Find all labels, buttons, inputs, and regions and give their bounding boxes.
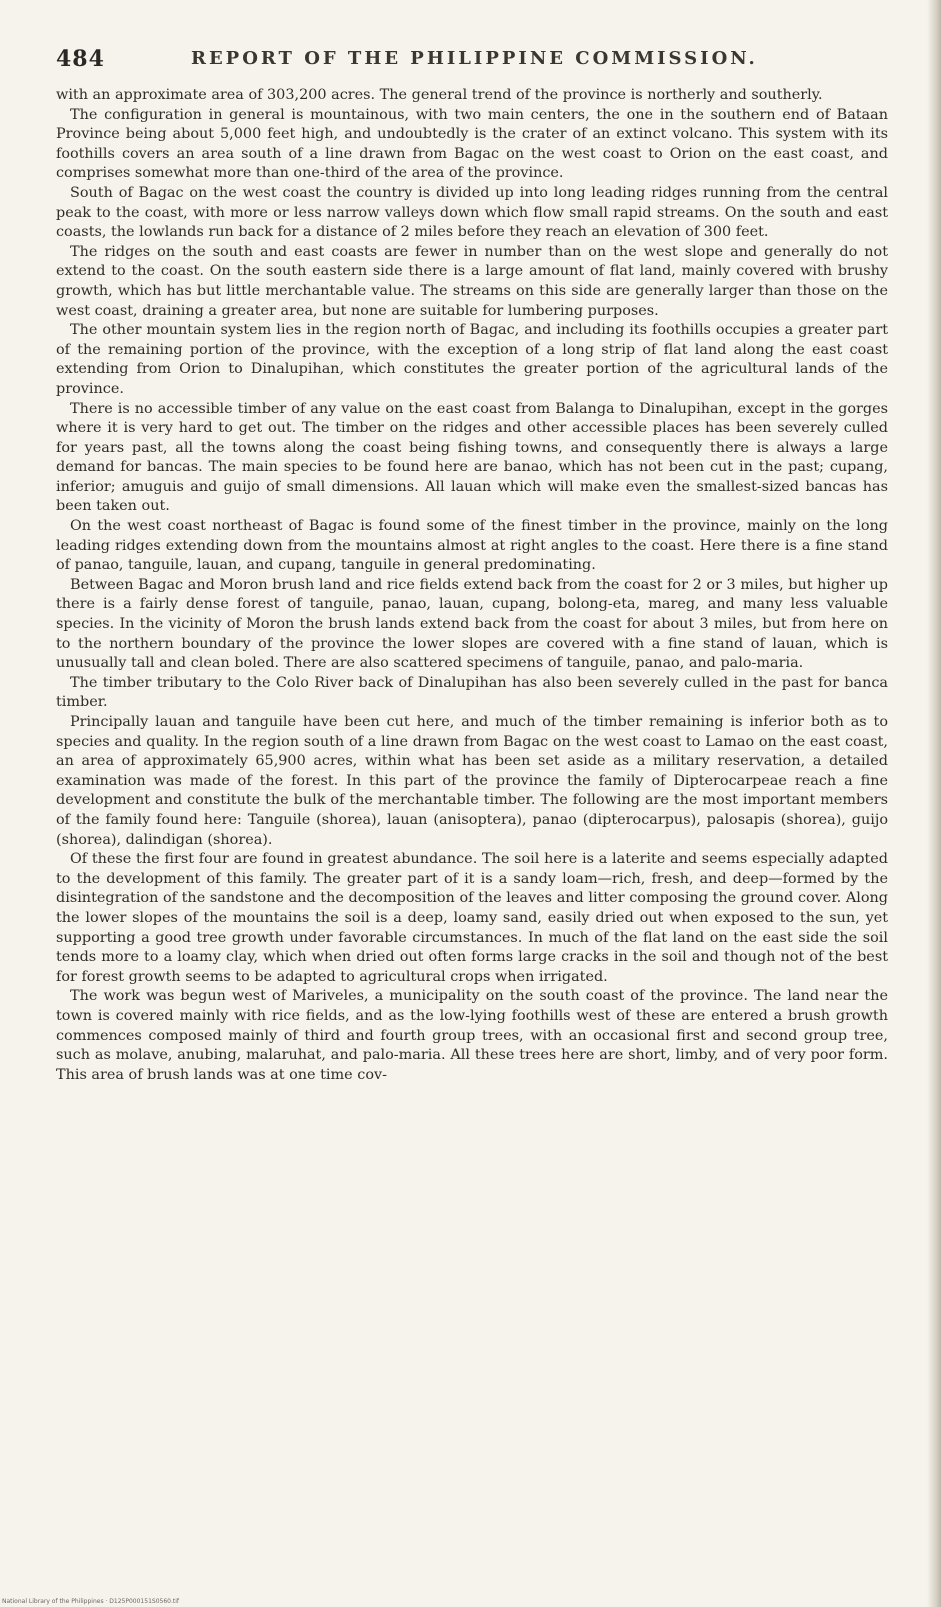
paragraph: The other mountain system lies in the region north of Bagac, and including its foothills occupies a greater part of the remaining portion of the province, with the exception of a long strip of flat land along the east coast extending from Orion to Dinalupihan, which constitutes the greater portion of the agricultural lands of the province. bbox=[56, 322, 888, 397]
paragraph: with an approximate area of 303,200 acres. The general trend of the province is northerly and southerly. bbox=[56, 87, 823, 103]
paragraph: Of these the first four are found in greatest abundance. The soil here is a laterite and seems especially adapted to the development of this family. The greater part of it is a sandy loam—rich, fresh, and deep—formed by the disintegration of the sandstone and the decomposition of the leaves and litter composing the ground cover. Along the lower slopes of the mountains the soil is a deep, loamy sand, easily dried out when exposed to the sun, yet supporting a good tree growth under favorable circumstances. In much of the flat land on the east side the soil tends more to a loamy clay, which when dried out often forms large cracks in the soil and though not of the best for forest growth seems to be adapted to agricultural crops when irrigated. bbox=[56, 851, 888, 985]
scan-credit: National Library of the Philippines · D125P000151S0560.tif bbox=[2, 1598, 179, 1605]
page-header bbox=[56, 44, 888, 84]
paragraph: The ridges on the south and east coasts are fewer in number than on the west slope and generally do not extend to the coast. On the south eastern side there is a large amount of flat land, mainly covered with brushy growth, which has but little merchantable value. The streams on this side are generally larger than those on the west coast, draining a greater area, but none are suitable for lumbering purposes. bbox=[56, 243, 888, 319]
page-number: 484 bbox=[56, 46, 105, 72]
paragraph: Principally lauan and tanguile have been cut here, and much of the timber remaining is inferior both as to species and quality. In the region south of a line drawn from Bagac on the west coast to Lamao on the east coast, an area of approximately 65,900 acres, within what has been set aside as a military reservation, a detailed examination was made of the forest. In this part of the province the family of Dipterocarpeae reach a fine development and constitute the bulk of the merchantable timber. The following are the most important members of the family found here: Tanguile (shorea), lauan (anisoptera), panao (dipterocarpus), palosapis (shorea), guijo (shorea), dalindigan (shorea). bbox=[56, 714, 888, 848]
scan-edge bbox=[927, 0, 941, 1607]
paragraph: The work was begun west of Mariveles, a municipality on the south coast of the province. The land near the town is covered mainly with rice fields, and as the low-lying foothills west of these are entered a brush growth commences composed mainly of third and fourth group trees, with an occasional first and second group tree, such as molave, anubing, malaruhat, and palo-maria. All these trees here are short, limby, and of very poor form. This area of brush lands was at one time cov- bbox=[56, 988, 888, 1083]
body-text bbox=[56, 86, 888, 1085]
paragraph: South of Bagac on the west coast the country is divided up into long leading ridges running from the central peak to the coast, with more or less narrow valleys down which flow small rapid streams. On the south and east coasts, the lowlands run back for a distance of 2 miles before they reach an elevation of 300 feet. bbox=[56, 184, 888, 241]
paragraph: The timber tributary to the Colo River back of Dinalupihan has also been severely culled in the past for banca timber. bbox=[56, 674, 888, 711]
paragraph: The configuration in general is mountainous, with two main centers, the one in the southern end of Bataan Province being about 5,000 feet high, and undoubtedly is the crater of an extinct volcano. This system with its foothills covers an area south of a line drawn from Bagac on the west coast to Orion on the east coast, and comprises somewhat more than one-third of the area of the province. bbox=[56, 106, 888, 182]
paragraph: There is no accessible timber of any value on the east coast from Balanga to Dinalupihan, except in the gorges where it is very hard to get out. The timber on the ridges and other accessible places has been severely culled for years past, all the towns along the coast being fishing towns, and consequently there is always a large demand for bancas. The main species to be found here are banao, which has not been cut in the past; cupang, inferior; amuguis and guijo of small dimensions. All lauan which will make even the smallest-sized bancas has been taken out. bbox=[56, 400, 888, 515]
paragraph: On the west coast northeast of Bagac is found some of the finest timber in the province, mainly on the long leading ridges extending down from the mountains almost at right angles to the coast. Here there is a fine stand of panao, tanguile, lauan, and cupang, tanguile in general predominating. bbox=[56, 518, 888, 574]
paragraph: Between Bagac and Moron brush land and rice fields extend back from the coast for 2 or 3 miles, but higher up there is a fairly dense forest of tanguile, panao, lauan, cupang, bolong-eta, mareg, and many less valuable species. In the vicinity of Moron the brush lands extend back from the coast for about 3 miles, but from here on to the northern boundary of the province the lower slopes are covered with a fine stand of lauan, which is unusually tall and clean boled. There are also scattered specimens of tanguile, panao, and palo-maria. bbox=[56, 576, 888, 672]
running-head: REPORT OF THE PHILIPPINE COMMISSION. bbox=[191, 48, 758, 69]
